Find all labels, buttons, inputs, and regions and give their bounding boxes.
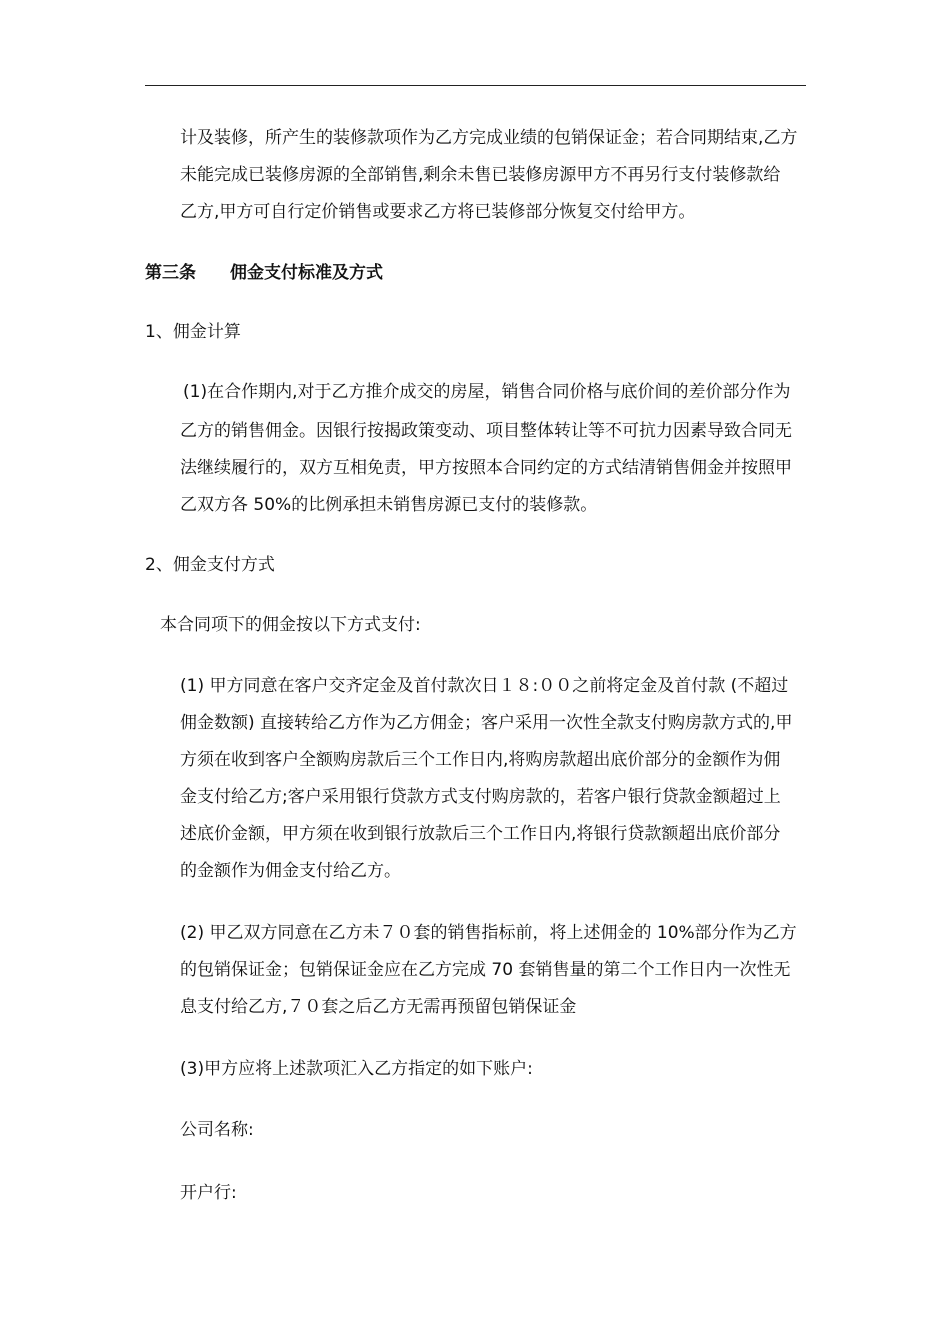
section1-para-line-1: (1)在合作期内,对于乙方推介成交的房屋，销售合同价格与底价间的差价部分作为 xyxy=(183,382,791,402)
intro-line-3: 乙方,甲方可自行定价销售或要求乙方将已装修部分恢复交付给甲方。 xyxy=(180,202,696,222)
section2-intro: 本合同项下的佣金按以下方式支付: xyxy=(160,615,421,635)
bank-label: 开户行: xyxy=(180,1183,237,1203)
article-title: 佣金支付标准及方式 xyxy=(230,263,383,283)
article-number: 第三条 xyxy=(145,263,196,283)
item1-line-1: (1) 甲方同意在客户交齐定金及首付款次日１８:００之前将定金及首付款 (不超过 xyxy=(180,676,789,696)
article-heading xyxy=(145,263,383,283)
intro-line-1: 计及装修，所产生的装修款项作为乙方完成业绩的包销保证金；若合同期结束,乙方 xyxy=(180,128,798,148)
section1-para-line-3: 法继续履行的，双方互相免责，甲方按照本合同约定的方式结清销售佣金并按照甲 xyxy=(180,458,792,478)
header-rule xyxy=(145,85,806,86)
item1-line-3: 方须在收到客户全额购房款后三个工作日内,将购房款超出底价部分的金额作为佣 xyxy=(180,750,781,770)
item1-line-2: 佣金数额) 直接转给乙方作为乙方佣金；客户采用一次性全款支付购房款方式的,甲 xyxy=(180,713,793,733)
section2-heading: 2、佣金支付方式 xyxy=(145,555,275,575)
item2-line-3: 息支付给乙方,７０套之后乙方无需再预留包销保证金 xyxy=(180,997,577,1017)
company-name-label: 公司名称: xyxy=(180,1120,254,1140)
section1-para-line-2: 乙方的销售佣金。因银行按揭政策变动、项目整体转让等不可抗力因素导致合同无 xyxy=(180,421,792,441)
item1-line-5: 述底价金额，甲方须在收到银行放款后三个工作日内,将银行贷款额超出底价部分 xyxy=(180,824,781,844)
intro-line-2: 未能完成已装修房源的全部销售,剩余未售已装修房源甲方不再另行支付装修款给 xyxy=(180,165,781,185)
item2-line-1: (2) 甲乙双方同意在乙方未７０套的销售指标前，将上述佣金的 10%部分作为乙方 xyxy=(180,923,797,943)
item1-line-6: 的金额作为佣金支付给乙方。 xyxy=(180,861,401,881)
item2-line-2: 的包销保证金；包销保证金应在乙方完成 70 套销售量的第二个工作日内一次性无 xyxy=(180,960,791,980)
section1-para-line-4: 乙双方各 50%的比例承担未销售房源已支付的装修款。 xyxy=(180,495,598,515)
section1-heading: 1、佣金计算 xyxy=(145,322,241,342)
item3-line: (3)甲方应将上述款项汇入乙方指定的如下账户: xyxy=(180,1059,533,1079)
item1-line-4: 金支付给乙方;客户采用银行贷款方式支付购房款的，若客户银行贷款金额超过上 xyxy=(180,787,781,807)
